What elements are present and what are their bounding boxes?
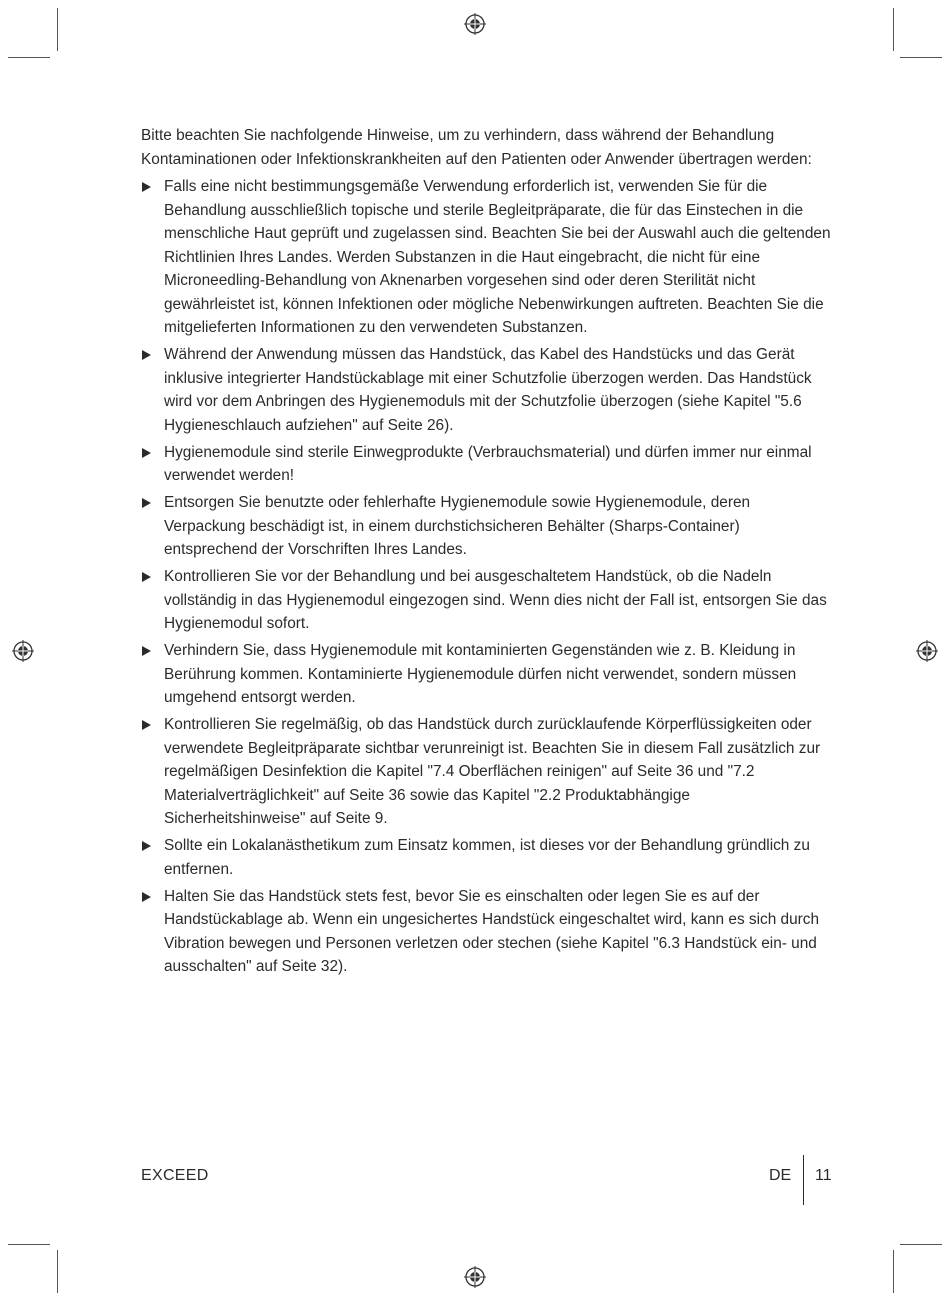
crop-mark bbox=[900, 1244, 942, 1245]
crop-mark bbox=[57, 1250, 58, 1293]
list-item-text: Kontrollieren Sie regelmäßig, ob das Handstück durch zurücklaufende Körperflüssigkeiten oder verwendete Begleitpräparate sichtbar verunreinigt ist. Beachten Sie in diesem Fall zusätzlich zur regelmäßigen Desinfektion die Kapitel "7.4 Oberflächen reinigen" auf Seite 36 und "7.2 Materialverträglichkeit" auf Seite 36 sowie das Kapitel "2.2 Produktabhängige Sicherheitshinweise" auf Seite 9. bbox=[164, 716, 821, 827]
list-item-text: Während der Anwendung müssen das Handstück, das Kabel des Handstücks und das Gerät inklusive integrierter Handstückablage mit einer Schutzfolie überzogen werden. Das Handstück wird vor dem Anbringen des Hygienemoduls mit der Schutzfolie überzogen (siehe Kapitel "5.6 Hygieneschlauch aufziehen" auf Seite 26). bbox=[164, 346, 812, 434]
registration-mark-icon bbox=[916, 640, 938, 662]
registration-mark-icon bbox=[464, 13, 486, 35]
bullet-arrow-icon bbox=[142, 572, 151, 582]
registration-mark-icon bbox=[12, 640, 34, 662]
footer-language: DE bbox=[769, 1167, 792, 1184]
crop-mark bbox=[57, 8, 58, 51]
list-item-text: Hygienemodule sind sterile Einwegprodukte (Verbrauchsmaterial) und dürfen immer nur einmal verwendet werden! bbox=[164, 443, 812, 484]
footer-divider bbox=[803, 1155, 804, 1205]
crop-mark bbox=[893, 8, 894, 51]
list-item-text: Halten Sie das Handstück stets fest, bevor Sie es einschalten oder legen Sie es auf der Handstückablage ab. Wenn ein ungesichertes Handstück eingeschaltet wird, kann es sich durch Vibration bewegen und Personen verletzen oder stechen (siehe Kapitel "6.3 Handstück ein- und ausschalten" auf Seite 32). bbox=[164, 887, 820, 975]
document-body bbox=[141, 124, 831, 982]
list-item bbox=[141, 441, 831, 488]
bullet-arrow-icon bbox=[142, 720, 151, 730]
list-item bbox=[141, 343, 831, 437]
bullet-arrow-icon bbox=[142, 841, 151, 851]
list-item bbox=[141, 885, 831, 979]
bullet-arrow-icon bbox=[142, 448, 151, 458]
list-item-text: Kontrollieren Sie vor der Behandlung und bei ausgeschaltetem Handstück, ob die Nadeln vollständig in das Hygienemodul eingezogen sind. Wenn dies nicht der Fall ist, entsorgen Sie das Hygienemodul sofort. bbox=[164, 568, 827, 632]
crop-mark bbox=[900, 57, 942, 58]
list-item-text: Falls eine nicht bestimmungsgemäße Verwendung erforderlich ist, verwenden Sie für die Behandlung ausschließlich topische und sterile Begleitpräparate, die für das Einstechen in die menschliche Haut geprüft und zugelassen sind. Beachten Sie bei der Auswahl auch die geltenden Richtlinien Ihres Landes. Werden Substanzen in die Haut eingebracht, die nicht für eine Microneedling-Behandlung von Aknenarben vorgesehen sind oder deren Sterilität nicht gewährleistet ist, können Infektionen oder mögliche Nebenwirkungen auftreten. Beachten Sie die mitgelieferten Informationen zu den verwendeten Substanzen. bbox=[164, 178, 831, 336]
list-item-text: Verhindern Sie, dass Hygienemodule mit kontaminierten Gegenständen wie z. B. Kleidung in Berührung kommen. Kontaminierte Hygienemodule dürfen nicht verwendet, sondern müssen umgehend entsorgt werden. bbox=[164, 642, 797, 706]
intro-paragraph: Bitte beachten Sie nachfolgende Hinweise, um zu verhindern, dass während der Behandlung Kontaminationen oder Infektionskrankheiten auf den Patienten oder Anwender übertragen werden: bbox=[141, 127, 812, 168]
list-item bbox=[141, 639, 831, 710]
bullet-arrow-icon bbox=[142, 350, 151, 360]
list-item bbox=[141, 175, 831, 340]
list-item bbox=[141, 713, 831, 831]
crop-mark bbox=[8, 57, 50, 58]
crop-mark bbox=[893, 1250, 894, 1293]
list-item-text: Entsorgen Sie benutzte oder fehlerhafte Hygienemodule sowie Hygienemodule, deren Verpackung beschädigt ist, in einem durchstichsicheren Behälter (Sharps-Container) entsprechend der Vorschriften Ihres Landes. bbox=[164, 494, 751, 558]
list-item bbox=[141, 491, 831, 562]
registration-mark-icon bbox=[464, 1266, 486, 1288]
list-item-text: Sollte ein Lokalanästhetikum zum Einsatz kommen, ist dieses vor der Behandlung gründlich zu entfernen. bbox=[164, 837, 810, 878]
bullet-list bbox=[141, 175, 831, 979]
footer-brand: EXCEED bbox=[141, 1167, 209, 1184]
list-item bbox=[141, 565, 831, 636]
crop-mark bbox=[8, 1244, 50, 1245]
bullet-arrow-icon bbox=[142, 182, 151, 192]
bullet-arrow-icon bbox=[142, 498, 151, 508]
bullet-arrow-icon bbox=[142, 646, 151, 656]
list-item bbox=[141, 834, 831, 881]
bullet-arrow-icon bbox=[142, 892, 151, 902]
page-number: 11 bbox=[815, 1167, 832, 1184]
